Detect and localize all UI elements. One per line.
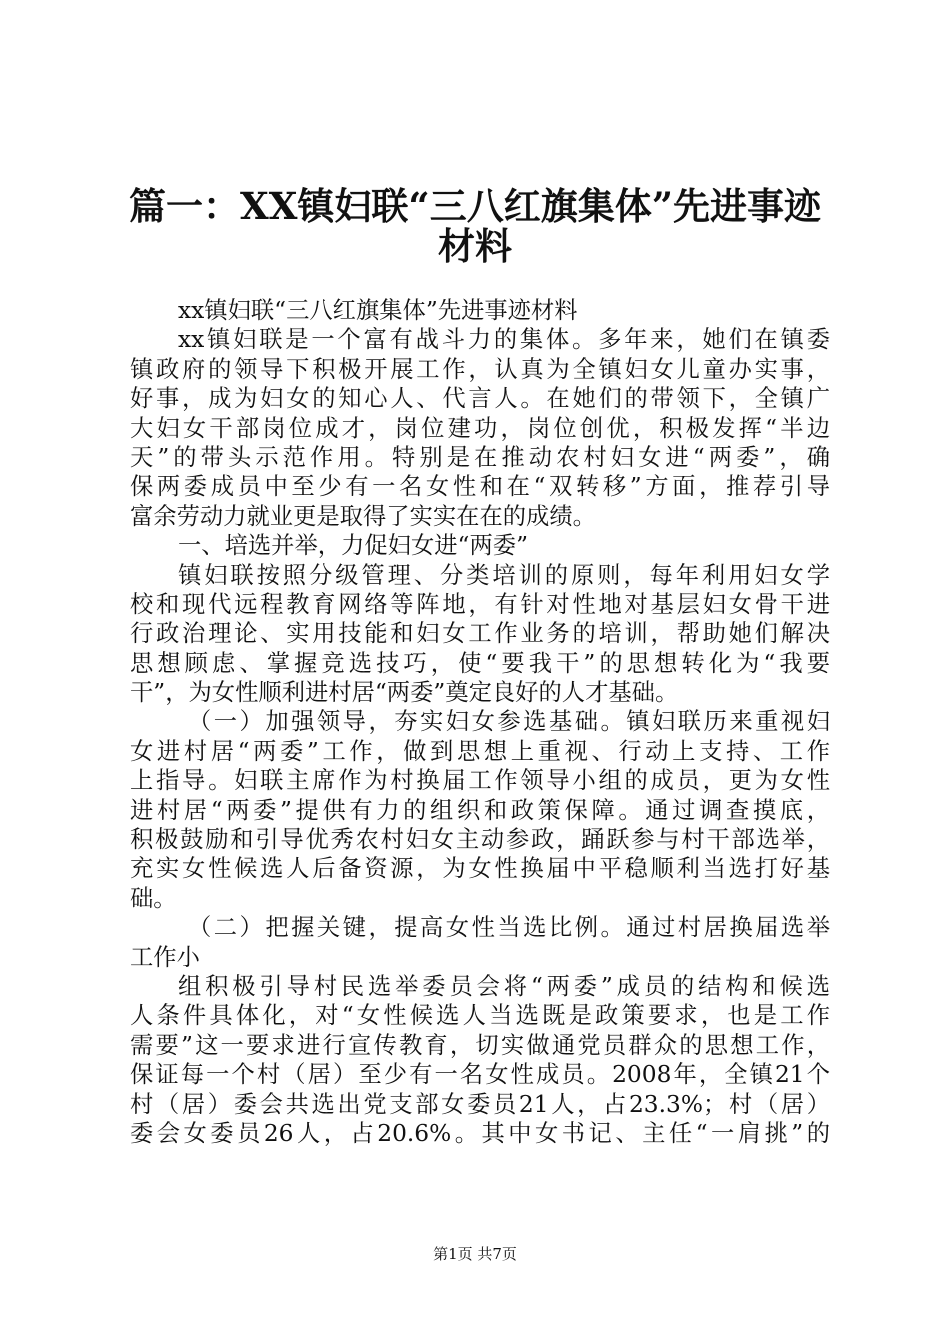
paragraph-line: 女进村居“两委”工作，做到思想上重视、行动上支持、工作 bbox=[130, 737, 830, 765]
paragraph-line: 充实女性候选人后备资源，为女性换届中平稳顺利当选打好基 bbox=[130, 855, 830, 883]
paragraph-line: 富余劳动力就业更是取得了实实在在的成绩。 bbox=[130, 502, 596, 530]
paragraph-line: 镇妇联按照分级管理、分类培训的原则，每年利用妇女学 bbox=[178, 561, 830, 589]
paragraph-line: 行政治理论、实用技能和妇女工作业务的培训，帮助她们解决 bbox=[130, 620, 830, 648]
paragraph-line: 组积极引导村民选举委员会将“两委”成员的结构和候选 bbox=[178, 972, 830, 1000]
paragraph-line: 村（居）委会共选出党支部女委员21人，占23.3%；村（居） bbox=[130, 1090, 830, 1118]
paragraph-line: 校和现代远程教育网络等阵地，有针对性地对基层妇女骨干进 bbox=[130, 590, 830, 618]
paragraph-line: 工作小 bbox=[130, 943, 200, 971]
paragraph-line: （一）加强领导，夯实妇女参选基础。镇妇联历来重视妇 bbox=[188, 708, 830, 736]
paragraph-line: 干”，为女性顺利进村居“两委”奠定良好的人才基础。 bbox=[130, 679, 679, 707]
document-title-line-2: 材料 bbox=[438, 224, 512, 268]
document-title-line-1: 篇一：XX镇妇联“三八红旗集体”先进事迹 bbox=[129, 184, 821, 228]
document-body bbox=[130, 296, 830, 1148]
section-heading: 一、培选并举，力促妇女进“两委” bbox=[178, 532, 528, 560]
paragraph-line: 镇政府的领导下积极开展工作，认真为全镇妇女儿童办实事， bbox=[130, 355, 830, 383]
paragraph-line: 委会女委员26人，占20.6%。其中女书记、主任“一肩挑”的 bbox=[130, 1119, 830, 1147]
paragraph-line: 进村居“两委”提供有力的组织和政策保障。通过调查摸底， bbox=[130, 796, 830, 824]
paragraph-line: 大妇女干部岗位成才，岗位建功，岗位创优，积极发挥“半边 bbox=[130, 414, 830, 442]
paragraph-line: 保两委成员中至少有一名女性和在“双转移”方面，推荐引导 bbox=[130, 473, 830, 501]
paragraph-line: 天”的带头示范作用。特别是在推动农村妇女进“两委”，确 bbox=[130, 443, 830, 471]
paragraph-line: 需要”这一要求进行宣传教育，切实做通党员群众的思想工作， bbox=[130, 1031, 830, 1059]
paragraph-line: 积极鼓励和引导优秀农村妇女主动参政，踊跃参与村干部选举， bbox=[130, 826, 830, 854]
paragraph-line: 好事，成为妇女的知心人、代言人。在她们的带领下，全镇广 bbox=[130, 385, 830, 413]
paragraph-line: xx镇妇联是一个富有战斗力的集体。多年来，她们在镇委 bbox=[178, 326, 830, 354]
paragraph-line: 保证每一个村（居）至少有一名女性成员。2008年，全镇21个 bbox=[130, 1061, 830, 1089]
paragraph-line: 础。 bbox=[130, 884, 177, 912]
paragraph-line: 上指导。妇联主席作为村换届工作领导小组的成员，更为女性 bbox=[130, 767, 830, 795]
subtitle-line: xx镇妇联“三八红旗集体”先进事迹材料 bbox=[178, 297, 578, 324]
paragraph-line: 思想顾虑、掌握竞选技巧，使“要我干”的思想转化为“我要 bbox=[130, 649, 830, 677]
page-footer: 第1页 共7页 bbox=[433, 1245, 517, 1263]
paragraph-line: 人条件具体化，对“女性候选人当选既是政策要求，也是工作 bbox=[130, 1002, 830, 1030]
paragraph-line: （二）把握关键，提高女性当选比例。通过村居换届选举 bbox=[188, 914, 830, 942]
